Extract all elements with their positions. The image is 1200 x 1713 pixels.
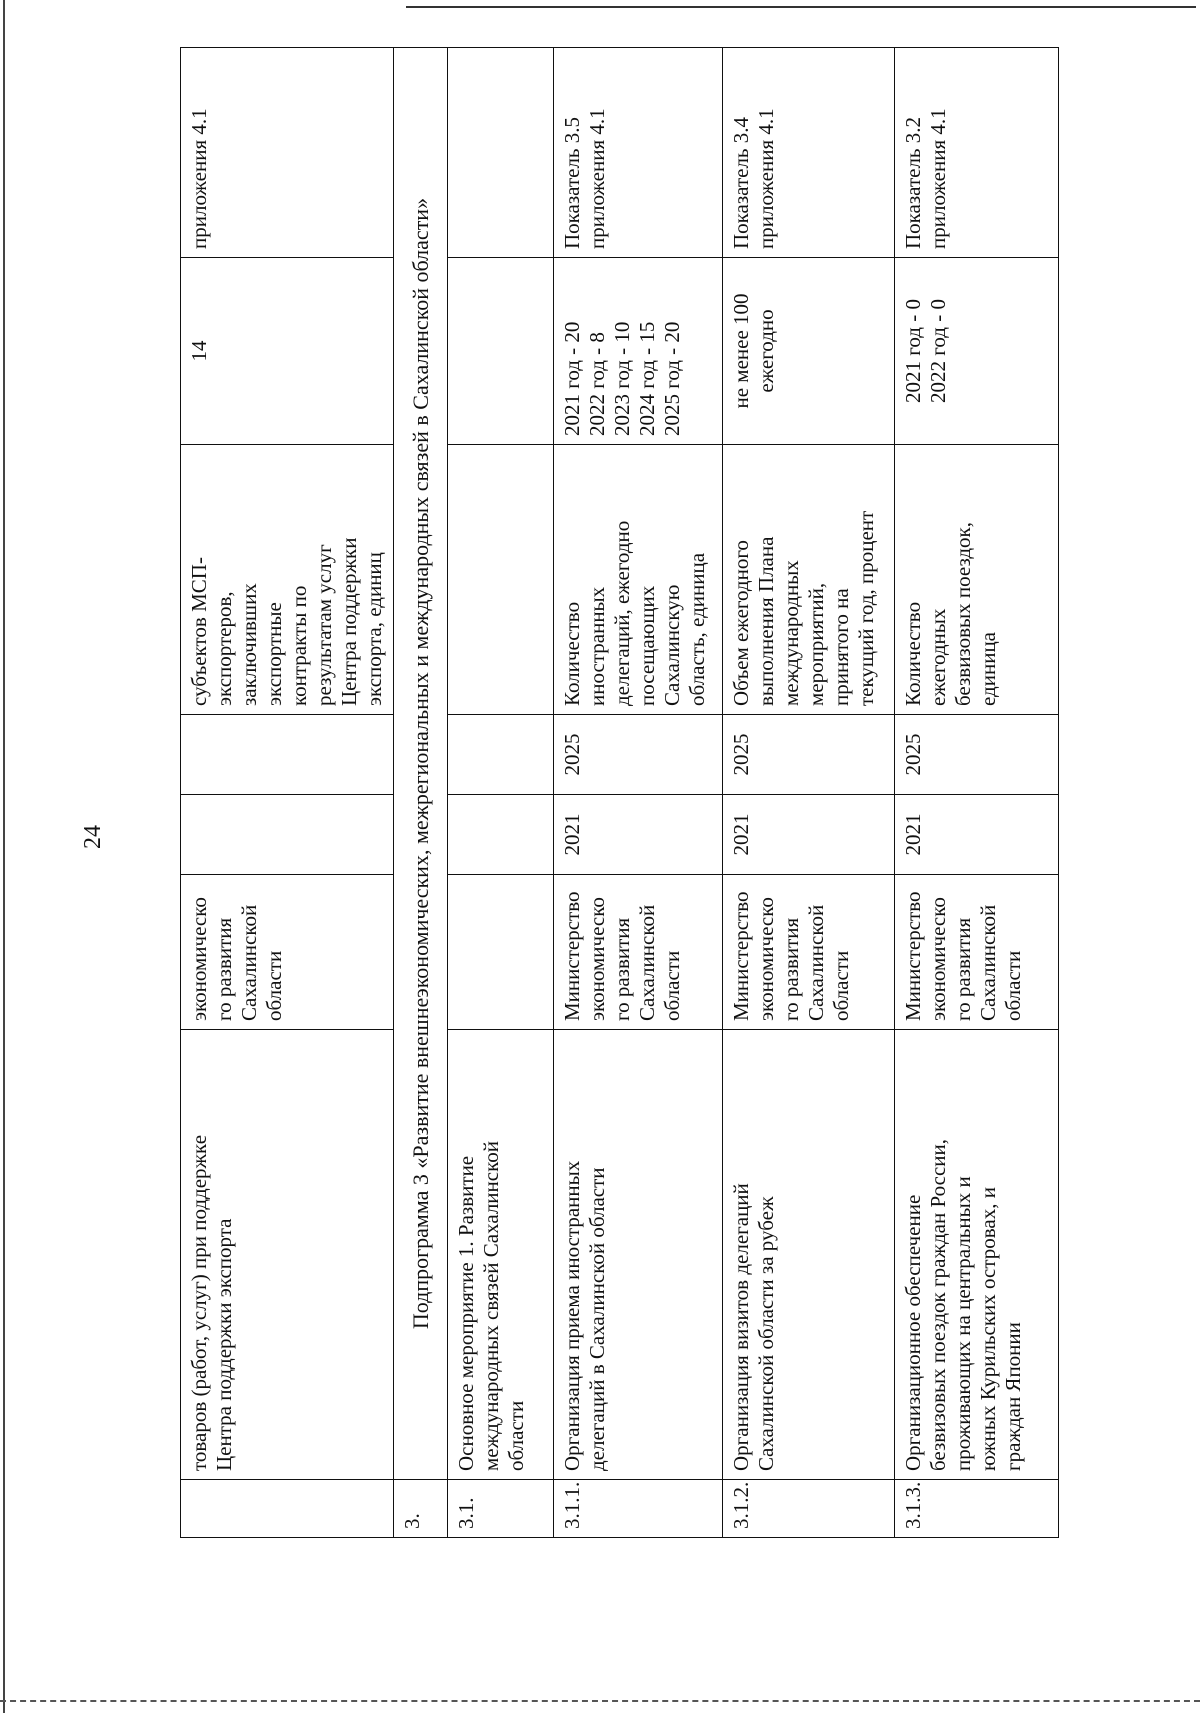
program-table: [180, 47, 1059, 1538]
cell-number: 3.1.: [448, 1480, 554, 1538]
table-row: [448, 48, 554, 1538]
cell-values: [448, 258, 554, 445]
scan-edge-line: [3, 0, 5, 1713]
page-number: 24: [80, 825, 106, 849]
cell-start-year: 2021: [554, 795, 723, 875]
cell-start-year: [181, 795, 394, 875]
cell-number: 3.1.1.: [554, 1480, 723, 1538]
table-row: [723, 48, 895, 1538]
cell-end-year: [448, 715, 554, 795]
cell-indicator: [448, 445, 554, 715]
cell-responsible: Министерство экономическо го развития Сахалинской области: [554, 875, 723, 1030]
cell-values: не менее 100 ежегодно: [723, 258, 895, 445]
cell-activity-name: Организация приема иностранных делегаций в Сахалинской области: [554, 1030, 723, 1480]
cell-responsible: [448, 875, 554, 1030]
cell-responsible: Министерство экономическо го развития Сахалинской области: [723, 875, 895, 1030]
table-row: [181, 48, 394, 1538]
cell-indicator: Количество ежегодных безвизовых поездок, единица: [895, 445, 1059, 715]
cell-number: [181, 1480, 394, 1538]
cell-number: 3.1.2.: [723, 1480, 895, 1538]
cell-indicator: Количество иностранных делегаций, ежегодно посещающих Сахалинскую область, единица: [554, 445, 723, 715]
table-row: [895, 48, 1059, 1538]
scan-top-line: [406, 6, 1196, 8]
program-table-rotated: [180, 48, 1110, 1538]
cell-responsible: экономическо го развития Сахалинской области: [181, 875, 394, 1030]
cell-indicator: Объем ежегодного выполнения Плана международных мероприятий, принятого на текущий год, процент: [723, 445, 895, 715]
table-section-row: [394, 48, 448, 1538]
cell-number: 3.1.3.: [895, 1480, 1059, 1538]
cell-activity-name: Основное мероприятие 1. Развитие международных связей Сахалинской области: [448, 1030, 554, 1480]
cell-start-year: 2021: [723, 795, 895, 875]
cell-end-year: [181, 715, 394, 795]
cell-reference: Показатель 3.2 приложения 4.1: [895, 48, 1059, 258]
scan-bottom-line: [0, 1700, 1200, 1702]
cell-start-year: [448, 795, 554, 875]
cell-activity-name: товаров (работ, услуг) при поддержке Центра поддержки экспорта: [181, 1030, 394, 1480]
cell-reference: [448, 48, 554, 258]
cell-end-year: 2025: [723, 715, 895, 795]
cell-reference: Показатель 3.5 приложения 4.1: [554, 48, 723, 258]
cell-values: 2021 год - 0 2022 год - 0: [895, 258, 1059, 445]
cell-responsible: Министерство экономическо го развития Сахалинской области: [895, 875, 1059, 1030]
cell-end-year: 2025: [895, 715, 1059, 795]
cell-activity-name: Организация визитов делегаций Сахалинской области за рубеж: [723, 1030, 895, 1480]
cell-activity-name: Организационное обеспечение безвизовых поездок граждан России, проживающих на центральных и южных Курильских островах, и граждан Японии: [895, 1030, 1059, 1480]
table-row: [554, 48, 723, 1538]
cell-end-year: 2025: [554, 715, 723, 795]
cell-reference: Показатель 3.4 приложения 4.1: [723, 48, 895, 258]
cell-reference: приложения 4.1: [181, 48, 394, 258]
section-title: Подпрограмма 3 «Развитие внешнеэкономических, межрегиональных и международных связей в Сахалинской области»: [394, 48, 448, 1480]
cell-values: 2021 год - 20 2022 год - 8 2023 год - 10 2024 год - 15 2025 год - 20: [554, 258, 723, 445]
cell-indicator: субъектов МСП- экспортеров, заключивших экспортные контракты по результатам услуг Центра поддержки экспорта, единиц: [181, 445, 394, 715]
cell-values: 14: [181, 258, 394, 445]
program-table-frame: [180, 48, 1110, 1538]
cell-number: 3.: [394, 1480, 448, 1538]
cell-start-year: 2021: [895, 795, 1059, 875]
